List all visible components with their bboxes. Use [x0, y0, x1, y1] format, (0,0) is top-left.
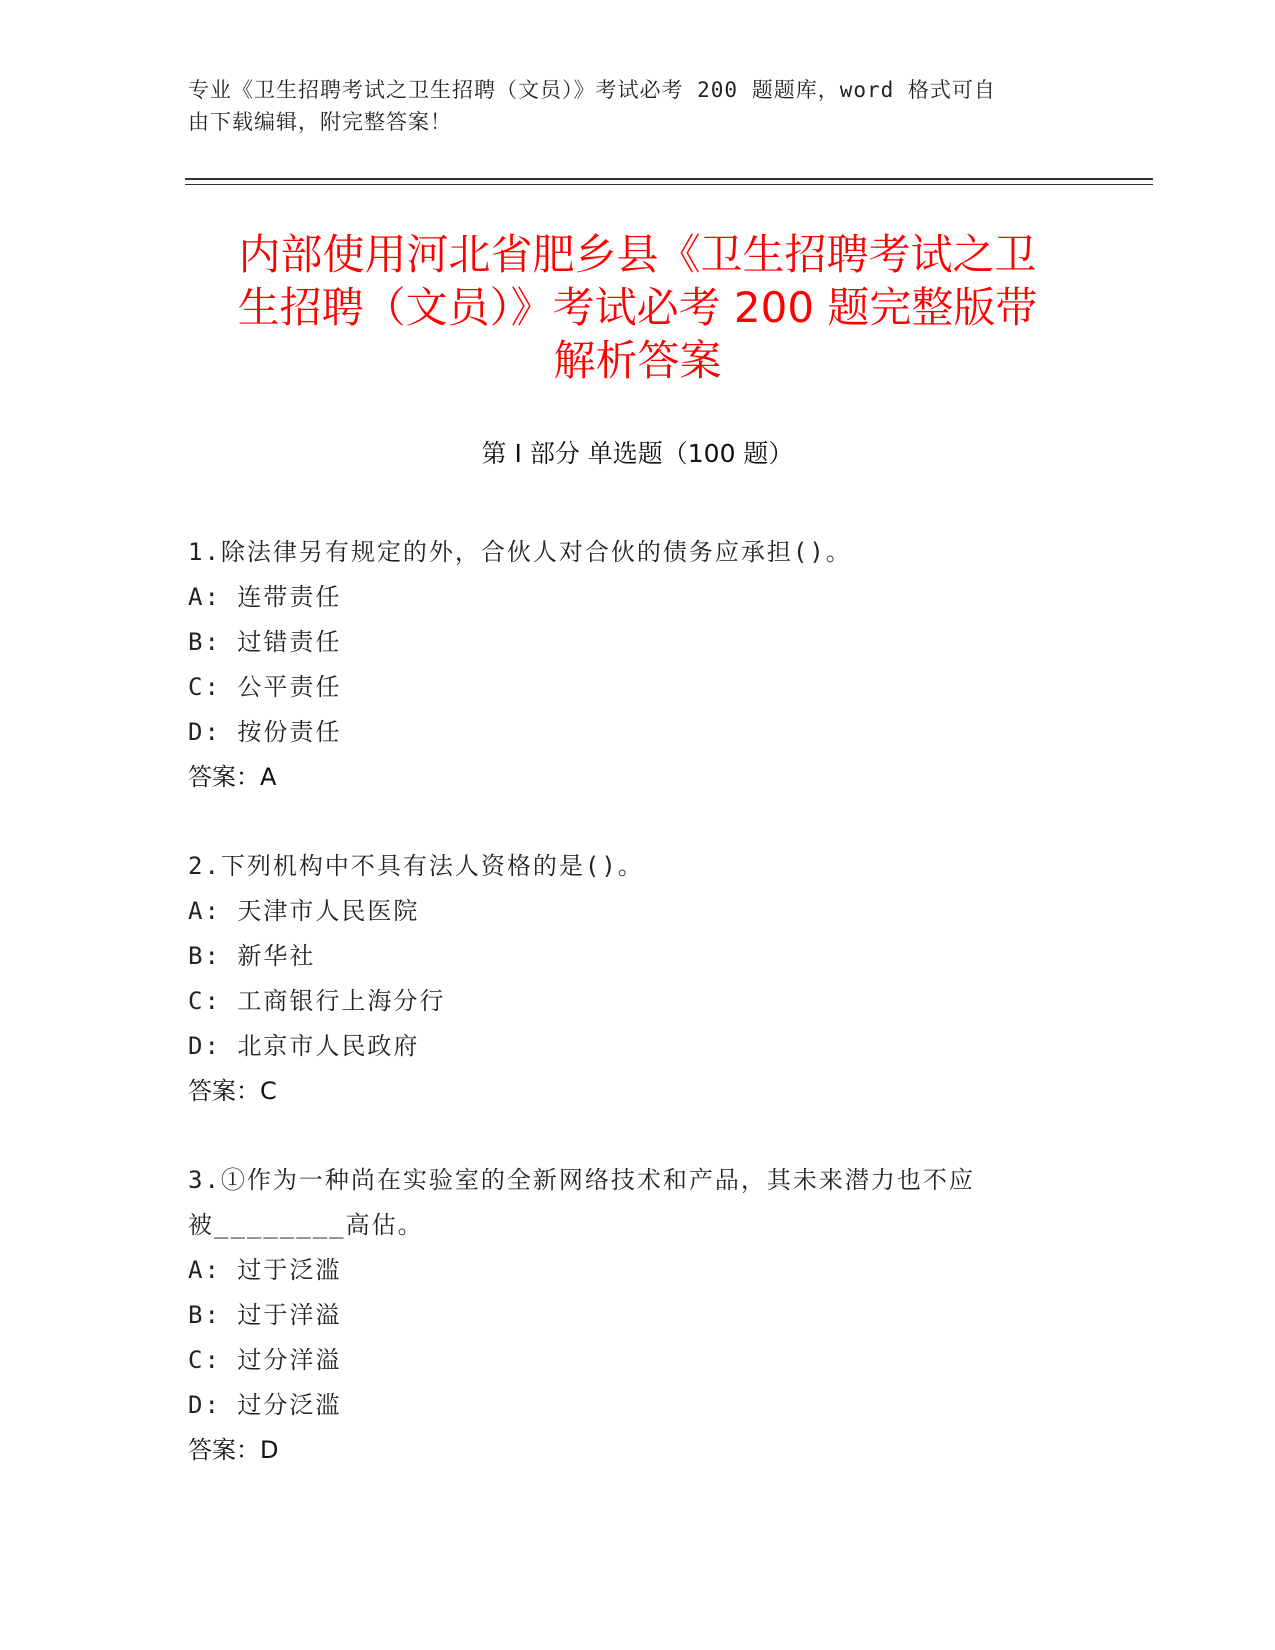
- document-title-line-3: 解析答案: [553, 336, 722, 385]
- option-a: A: 天津市人民医院: [188, 897, 420, 925]
- option-c: C: 过分洋溢: [188, 1346, 342, 1374]
- section-title: 第 I 部分 单选题（100 题）: [481, 439, 794, 468]
- header-rule-thick: [185, 178, 1153, 180]
- option-a: A: 过于泛滥: [188, 1256, 342, 1284]
- option-c: C: 公平责任: [188, 673, 342, 701]
- question-stem: 2.下列机构中不具有法人资格的是()。: [188, 852, 644, 880]
- header-rule-thin: [185, 184, 1153, 185]
- answer: 答案：D: [188, 1436, 279, 1464]
- header-note-line-1: 专业《卫生招聘考试之卫生招聘（文员）》考试必考 200 题题库，word 格式可自: [188, 78, 996, 102]
- question-stem-line-2: 被________高估。: [188, 1211, 424, 1239]
- option-d: D: 按份责任: [188, 718, 342, 746]
- question-stem-line-1: 3.①作为一种尚在实验室的全新网络技术和产品，其未来潜力也不应: [188, 1166, 975, 1194]
- option-b: B: 新华社: [188, 942, 316, 970]
- document-title-line-1: 内部使用河北省肥乡县《卫生招聘考试之卫: [238, 230, 1037, 279]
- option-c: C: 工商银行上海分行: [188, 987, 446, 1015]
- option-a: A: 连带责任: [188, 583, 342, 611]
- header-note-line-2: 由下载编辑，附完整答案！: [188, 110, 452, 134]
- question-list: [188, 530, 1088, 1517]
- option-d: D: 北京市人民政府: [188, 1032, 420, 1060]
- option-b: B: 过错责任: [188, 628, 342, 656]
- question-2: [188, 844, 1088, 1114]
- option-b: B: 过于洋溢: [188, 1301, 342, 1329]
- question-stem: 1.除法律另有规定的外，合伙人对合伙的债务应承担()。: [188, 538, 852, 566]
- document-title-line-2: 生招聘（文员）》考试必考 200 题完整版带: [237, 283, 1038, 332]
- question-3: [188, 1158, 1088, 1473]
- answer: 答案：C: [188, 1077, 277, 1105]
- option-d: D: 过分泛滥: [188, 1391, 342, 1419]
- header-note: [188, 74, 1088, 138]
- answer: 答案：A: [188, 763, 277, 791]
- question-1: [188, 530, 1088, 800]
- document-title: [170, 228, 1105, 387]
